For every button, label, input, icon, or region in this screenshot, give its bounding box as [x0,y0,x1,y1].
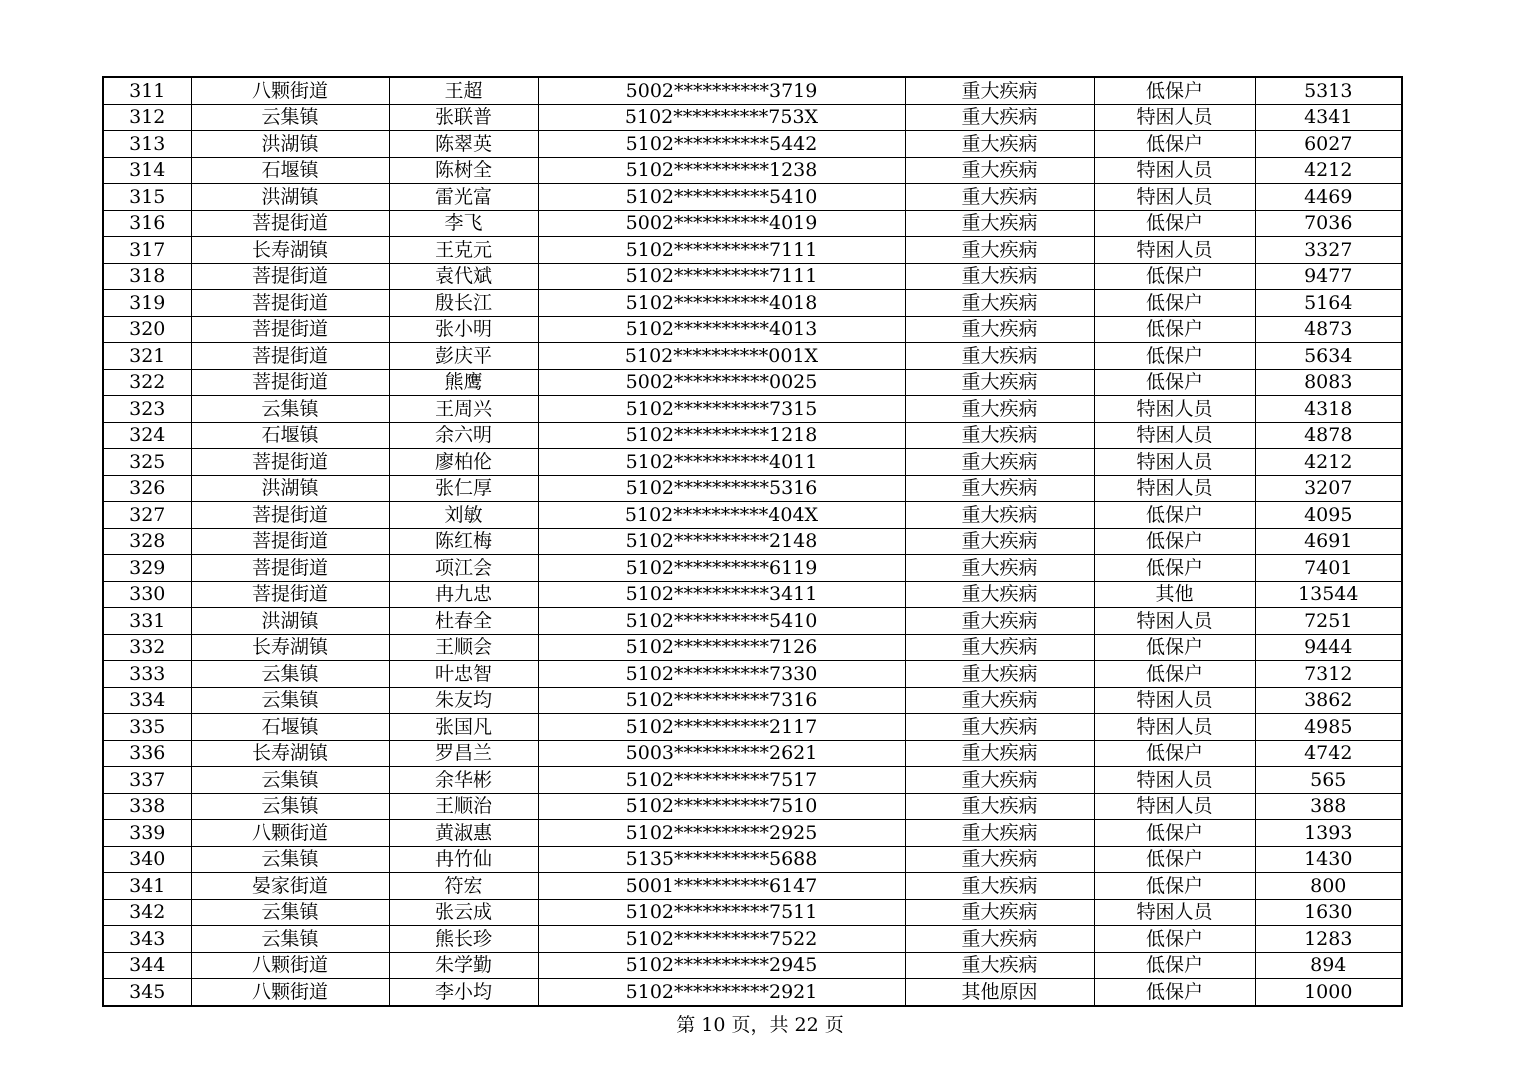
cell-reason: 重大疾病 [905,873,1094,900]
cell-town: 菩提街道 [191,369,389,396]
table-row [103,687,1402,714]
cell-name: 熊长珍 [389,926,538,953]
cell-id-number: 5102**********2945 [538,952,905,979]
cell-amount: 6027 [1255,131,1402,158]
cell-town: 菩提街道 [191,263,389,290]
cell-category: 低保户 [1094,528,1255,555]
cell-town: 菩提街道 [191,290,389,317]
cell-id-number: 5002**********3719 [538,77,905,104]
cell-name: 朱友均 [389,687,538,714]
cell-amount: 1393 [1255,820,1402,847]
cell-index: 340 [103,846,191,873]
cell-reason: 重大疾病 [905,714,1094,741]
table-row [103,634,1402,661]
cell-category: 低保户 [1094,979,1255,1006]
cell-amount: 9444 [1255,634,1402,661]
cell-name: 王克元 [389,237,538,264]
cell-id-number: 5102**********5442 [538,131,905,158]
cell-id-number: 5102**********7510 [538,793,905,820]
cell-town: 云集镇 [191,926,389,953]
cell-name: 张联普 [389,104,538,131]
cell-id-number: 5102**********7511 [538,899,905,926]
cell-index: 312 [103,104,191,131]
cell-town: 长寿湖镇 [191,740,389,767]
cell-id-number: 5102**********3411 [538,581,905,608]
cell-town: 云集镇 [191,661,389,688]
cell-index: 317 [103,237,191,264]
table-row [103,528,1402,555]
cell-amount: 3327 [1255,237,1402,264]
cell-index: 320 [103,316,191,343]
table-row [103,581,1402,608]
cell-amount: 5313 [1255,77,1402,104]
cell-town: 云集镇 [191,396,389,423]
cell-category: 低保户 [1094,661,1255,688]
cell-reason: 重大疾病 [905,210,1094,237]
cell-category: 低保户 [1094,634,1255,661]
cell-amount: 4095 [1255,502,1402,529]
cell-town: 云集镇 [191,846,389,873]
cell-name: 熊鹰 [389,369,538,396]
cell-reason: 重大疾病 [905,184,1094,211]
cell-town: 云集镇 [191,687,389,714]
cell-name: 黄淑惠 [389,820,538,847]
cell-reason: 重大疾病 [905,608,1094,635]
table-row [103,555,1402,582]
cell-amount: 13544 [1255,581,1402,608]
cell-category: 特困人员 [1094,184,1255,211]
cell-category: 低保户 [1094,740,1255,767]
cell-town: 菩提街道 [191,343,389,370]
cell-amount: 4469 [1255,184,1402,211]
table-row [103,926,1402,953]
cell-reason: 重大疾病 [905,846,1094,873]
cell-amount: 894 [1255,952,1402,979]
cell-category: 低保户 [1094,316,1255,343]
cell-name: 陈树全 [389,157,538,184]
cell-amount: 4318 [1255,396,1402,423]
cell-reason: 重大疾病 [905,528,1094,555]
cell-name: 朱学勤 [389,952,538,979]
cell-category: 低保户 [1094,820,1255,847]
cell-index: 325 [103,449,191,476]
cell-reason: 重大疾病 [905,104,1094,131]
cell-id-number: 5102**********2117 [538,714,905,741]
cell-category: 特困人员 [1094,449,1255,476]
table-row [103,396,1402,423]
cell-id-number: 5001**********6147 [538,873,905,900]
table-row [103,316,1402,343]
cell-name: 张小明 [389,316,538,343]
cell-index: 338 [103,793,191,820]
cell-amount: 4878 [1255,422,1402,449]
cell-index: 314 [103,157,191,184]
cell-amount: 565 [1255,767,1402,794]
cell-id-number: 5102**********2148 [538,528,905,555]
cell-amount: 1283 [1255,926,1402,953]
table-row [103,608,1402,635]
table-row [103,502,1402,529]
cell-reason: 重大疾病 [905,767,1094,794]
cell-id-number: 5102**********4011 [538,449,905,476]
cell-town: 石堰镇 [191,157,389,184]
cell-name: 余华彬 [389,767,538,794]
cell-reason: 重大疾病 [905,396,1094,423]
cell-name: 陈翠英 [389,131,538,158]
cell-reason: 重大疾病 [905,290,1094,317]
cell-id-number: 5003**********2621 [538,740,905,767]
cell-reason: 重大疾病 [905,687,1094,714]
cell-town: 菩提街道 [191,555,389,582]
cell-name: 叶忠智 [389,661,538,688]
cell-index: 322 [103,369,191,396]
cell-town: 菩提街道 [191,316,389,343]
cell-name: 李飞 [389,210,538,237]
cell-reason: 重大疾病 [905,740,1094,767]
cell-id-number: 5102**********404X [538,502,905,529]
cell-town: 云集镇 [191,104,389,131]
table-row [103,767,1402,794]
cell-reason: 重大疾病 [905,475,1094,502]
table-row [103,714,1402,741]
cell-amount: 1000 [1255,979,1402,1006]
cell-id-number: 5102**********7111 [538,237,905,264]
cell-town: 石堰镇 [191,714,389,741]
table-row [103,77,1402,104]
cell-reason: 重大疾病 [905,899,1094,926]
cell-id-number: 5102**********7111 [538,263,905,290]
cell-category: 低保户 [1094,263,1255,290]
table-row [103,290,1402,317]
table-row [103,131,1402,158]
cell-reason: 重大疾病 [905,634,1094,661]
cell-reason: 重大疾病 [905,263,1094,290]
cell-amount: 4873 [1255,316,1402,343]
cell-town: 云集镇 [191,767,389,794]
cell-reason: 重大疾病 [905,369,1094,396]
cell-category: 特困人员 [1094,237,1255,264]
cell-name: 罗昌兰 [389,740,538,767]
cell-id-number: 5102**********7126 [538,634,905,661]
cell-town: 八颗街道 [191,952,389,979]
cell-town: 菩提街道 [191,449,389,476]
cell-reason: 重大疾病 [905,422,1094,449]
cell-index: 324 [103,422,191,449]
cell-id-number: 5002**********4019 [538,210,905,237]
cell-reason: 重大疾病 [905,449,1094,476]
cell-name: 张云成 [389,899,538,926]
cell-index: 335 [103,714,191,741]
cell-amount: 800 [1255,873,1402,900]
table-row [103,157,1402,184]
cell-index: 336 [103,740,191,767]
table-row [103,369,1402,396]
cell-town: 洪湖镇 [191,475,389,502]
cell-category: 低保户 [1094,343,1255,370]
cell-index: 332 [103,634,191,661]
cell-name: 余六明 [389,422,538,449]
cell-name: 项江会 [389,555,538,582]
cell-name: 雷光富 [389,184,538,211]
cell-category: 特困人员 [1094,793,1255,820]
cell-category: 特困人员 [1094,714,1255,741]
cell-category: 低保户 [1094,555,1255,582]
cell-category: 低保户 [1094,290,1255,317]
table-row [103,979,1402,1006]
cell-reason: 其他原因 [905,979,1094,1006]
cell-index: 321 [103,343,191,370]
cell-id-number: 5135**********5688 [538,846,905,873]
cell-name: 王顺治 [389,793,538,820]
cell-category: 特困人员 [1094,396,1255,423]
cell-index: 341 [103,873,191,900]
cell-id-number: 5102**********4018 [538,290,905,317]
cell-name: 刘敏 [389,502,538,529]
assistance-table [102,76,1403,1007]
cell-category: 特困人员 [1094,899,1255,926]
cell-id-number: 5102**********4013 [538,316,905,343]
cell-reason: 重大疾病 [905,77,1094,104]
cell-name: 张仁厚 [389,475,538,502]
cell-category: 特困人员 [1094,422,1255,449]
cell-index: 327 [103,502,191,529]
cell-id-number: 5102**********1238 [538,157,905,184]
cell-amount: 5634 [1255,343,1402,370]
cell-category: 低保户 [1094,846,1255,873]
cell-index: 330 [103,581,191,608]
cell-reason: 重大疾病 [905,793,1094,820]
cell-index: 316 [103,210,191,237]
cell-category: 特困人员 [1094,157,1255,184]
cell-index: 331 [103,608,191,635]
cell-reason: 重大疾病 [905,581,1094,608]
cell-index: 337 [103,767,191,794]
cell-amount: 3862 [1255,687,1402,714]
cell-amount: 1430 [1255,846,1402,873]
cell-town: 云集镇 [191,899,389,926]
cell-index: 328 [103,528,191,555]
table-body [103,77,1402,1006]
cell-town: 长寿湖镇 [191,237,389,264]
cell-index: 318 [103,263,191,290]
page-footer: 第 10 页，共 22 页 [676,1014,844,1036]
cell-category: 低保户 [1094,502,1255,529]
cell-name: 张国凡 [389,714,538,741]
cell-category: 特困人员 [1094,104,1255,131]
cell-town: 洪湖镇 [191,184,389,211]
cell-amount: 7312 [1255,661,1402,688]
cell-town: 菩提街道 [191,581,389,608]
cell-category: 低保户 [1094,210,1255,237]
cell-reason: 重大疾病 [905,131,1094,158]
cell-id-number: 5102**********5316 [538,475,905,502]
cell-town: 菩提街道 [191,528,389,555]
table-row [103,475,1402,502]
cell-town: 石堰镇 [191,422,389,449]
cell-town: 八颗街道 [191,77,389,104]
cell-index: 343 [103,926,191,953]
cell-name: 李小均 [389,979,538,1006]
cell-id-number: 5102**********5410 [538,184,905,211]
cell-reason: 重大疾病 [905,926,1094,953]
cell-index: 339 [103,820,191,847]
table-row [103,449,1402,476]
cell-amount: 3207 [1255,475,1402,502]
table-row [103,952,1402,979]
cell-index: 315 [103,184,191,211]
cell-town: 洪湖镇 [191,131,389,158]
cell-index: 345 [103,979,191,1006]
cell-category: 特困人员 [1094,475,1255,502]
cell-name: 冉竹仙 [389,846,538,873]
cell-town: 菩提街道 [191,210,389,237]
cell-town: 长寿湖镇 [191,634,389,661]
cell-reason: 重大疾病 [905,502,1094,529]
cell-reason: 重大疾病 [905,820,1094,847]
cell-amount: 7401 [1255,555,1402,582]
cell-town: 菩提街道 [191,502,389,529]
cell-category: 低保户 [1094,952,1255,979]
cell-category: 低保户 [1094,131,1255,158]
cell-name: 王超 [389,77,538,104]
table-row [103,740,1402,767]
cell-name: 杜春全 [389,608,538,635]
cell-category: 特困人员 [1094,767,1255,794]
cell-town: 八颗街道 [191,820,389,847]
cell-id-number: 5102**********7315 [538,396,905,423]
cell-town: 云集镇 [191,793,389,820]
cell-name: 王周兴 [389,396,538,423]
cell-name: 符宏 [389,873,538,900]
cell-index: 319 [103,290,191,317]
cell-index: 313 [103,131,191,158]
cell-name: 冉九忠 [389,581,538,608]
cell-category: 低保户 [1094,77,1255,104]
cell-id-number: 5102**********5410 [538,608,905,635]
cell-id-number: 5102**********7522 [538,926,905,953]
table-row [103,263,1402,290]
table-row [103,661,1402,688]
cell-reason: 重大疾病 [905,157,1094,184]
cell-amount: 388 [1255,793,1402,820]
cell-index: 333 [103,661,191,688]
cell-id-number: 5102**********7517 [538,767,905,794]
table-row [103,237,1402,264]
cell-index: 323 [103,396,191,423]
cell-id-number: 5102**********2925 [538,820,905,847]
cell-amount: 7036 [1255,210,1402,237]
cell-index: 326 [103,475,191,502]
cell-id-number: 5102**********2921 [538,979,905,1006]
cell-name: 廖柏伦 [389,449,538,476]
cell-town: 洪湖镇 [191,608,389,635]
table-row [103,793,1402,820]
cell-id-number: 5102**********001X [538,343,905,370]
cell-town: 八颗街道 [191,979,389,1006]
cell-town: 晏家街道 [191,873,389,900]
cell-name: 王顺会 [389,634,538,661]
cell-amount: 1630 [1255,899,1402,926]
table-row [103,846,1402,873]
cell-amount: 4742 [1255,740,1402,767]
cell-reason: 重大疾病 [905,316,1094,343]
cell-amount: 4341 [1255,104,1402,131]
cell-reason: 重大疾病 [905,952,1094,979]
table-row [103,873,1402,900]
cell-index: 329 [103,555,191,582]
cell-category: 其他 [1094,581,1255,608]
cell-id-number: 5002**********0025 [538,369,905,396]
table-row [103,210,1402,237]
cell-id-number: 5102**********1218 [538,422,905,449]
cell-amount: 7251 [1255,608,1402,635]
cell-amount: 4212 [1255,449,1402,476]
cell-index: 334 [103,687,191,714]
cell-category: 低保户 [1094,926,1255,953]
cell-index: 342 [103,899,191,926]
cell-reason: 重大疾病 [905,661,1094,688]
table-row [103,899,1402,926]
cell-amount: 5164 [1255,290,1402,317]
cell-category: 特困人员 [1094,687,1255,714]
cell-id-number: 5102**********7330 [538,661,905,688]
table-row [103,104,1402,131]
cell-category: 特困人员 [1094,608,1255,635]
cell-amount: 8083 [1255,369,1402,396]
cell-amount: 4985 [1255,714,1402,741]
cell-amount: 4212 [1255,157,1402,184]
cell-index: 344 [103,952,191,979]
cell-id-number: 5102**********753X [538,104,905,131]
cell-category: 低保户 [1094,873,1255,900]
cell-index: 311 [103,77,191,104]
table-row [103,422,1402,449]
cell-amount: 9477 [1255,263,1402,290]
cell-category: 低保户 [1094,369,1255,396]
cell-id-number: 5102**********6119 [538,555,905,582]
table-row [103,343,1402,370]
cell-reason: 重大疾病 [905,343,1094,370]
cell-reason: 重大疾病 [905,555,1094,582]
cell-name: 彭庆平 [389,343,538,370]
cell-id-number: 5102**********7316 [538,687,905,714]
cell-name: 殷长江 [389,290,538,317]
table-row [103,820,1402,847]
cell-name: 袁代斌 [389,263,538,290]
table-row [103,184,1402,211]
cell-reason: 重大疾病 [905,237,1094,264]
cell-name: 陈红梅 [389,528,538,555]
cell-amount: 4691 [1255,528,1402,555]
